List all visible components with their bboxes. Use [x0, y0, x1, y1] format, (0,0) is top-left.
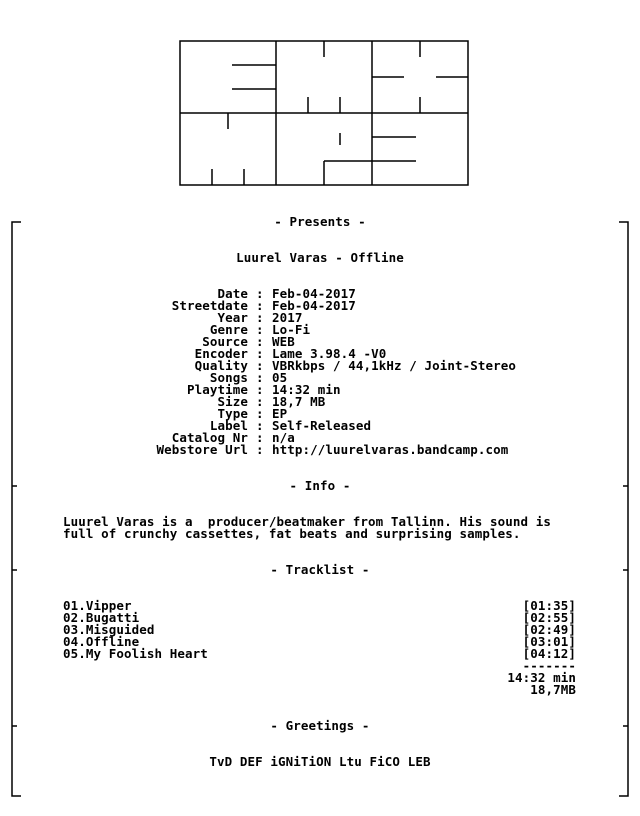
detail-value: n/a — [272, 430, 295, 445]
track-name: 02.Bugatti — [63, 610, 140, 625]
track-time: [02:55] — [522, 610, 576, 625]
track-time: [01:35] — [522, 598, 576, 613]
detail-separator: : — [256, 442, 264, 457]
track-name: 04.Offline — [63, 634, 140, 649]
detail-value: 18,7 MB — [272, 394, 326, 409]
detail-value: Feb-04-2017 — [272, 286, 356, 301]
detail-separator: : — [256, 406, 264, 421]
tracklist-total-playtime: 14:32 min — [507, 670, 576, 685]
section-presents: - Presents - — [274, 214, 366, 229]
detail-separator: : — [256, 286, 264, 301]
detail-label: Streetdate — [171, 298, 248, 313]
tracklist-total-rule: ------- — [522, 658, 576, 673]
track-time: [04:12] — [522, 646, 576, 661]
greetings-text: TvD DEF iGNiTiON Ltu FiCO LEB — [209, 754, 431, 769]
detail-label: Playtime — [186, 382, 248, 397]
detail-separator: : — [256, 322, 264, 337]
detail-separator: : — [256, 382, 264, 397]
section-greetings: - Greetings - — [270, 718, 370, 733]
track-time: [03:01] — [522, 634, 576, 649]
detail-value: Feb-04-2017 — [272, 298, 356, 313]
detail-label: Label — [209, 418, 248, 433]
detail-separator: : — [256, 346, 264, 361]
track-name: 01.Vipper — [63, 598, 132, 613]
detail-value: Lame 3.98.4 -V0 — [272, 346, 387, 361]
detail-label: Catalog Nr — [171, 430, 248, 445]
detail-separator: : — [256, 394, 264, 409]
detail-value: 14:32 min — [272, 382, 341, 397]
section-info: - Info - — [289, 478, 351, 493]
detail-separator: : — [256, 334, 264, 349]
detail-value: Lo-Fi — [272, 322, 311, 337]
track-name: 03.Misguided — [63, 622, 155, 637]
detail-value: http://luurelvaras.bandcamp.com — [272, 442, 509, 457]
detail-value: 2017 — [272, 310, 303, 325]
detail-label: Date — [217, 286, 248, 301]
track-time: [02:49] — [522, 622, 576, 637]
detail-separator: : — [256, 418, 264, 433]
detail-label: Webstore Url — [156, 442, 248, 457]
detail-label: Genre — [209, 322, 248, 337]
detail-label: Source — [202, 334, 248, 349]
detail-value: Self-Released — [272, 418, 372, 433]
section-tracklist: - Tracklist - — [270, 562, 370, 577]
detail-label: Type — [217, 406, 248, 421]
detail-label: Year — [217, 310, 248, 325]
info-line-1: Luurel Varas is a producer/beatmaker from Tallinn. His sound is — [63, 514, 552, 529]
track-name: 05.My Foolish Heart — [63, 646, 208, 661]
detail-separator: : — [256, 430, 264, 445]
emx-mp3-logo — [179, 40, 471, 188]
detail-label: Size — [217, 394, 248, 409]
detail-separator: : — [256, 358, 264, 373]
detail-value: VBRkbps / 44,1kHz / Joint-Stereo — [272, 358, 517, 373]
detail-separator: : — [256, 310, 264, 325]
info-line-2: full of crunchy cassettes, fat beats and surprising samples. — [63, 526, 521, 541]
detail-value: EP — [272, 406, 288, 421]
detail-value: WEB — [272, 334, 295, 349]
detail-label: Encoder — [194, 346, 248, 361]
detail-separator: : — [256, 370, 264, 385]
detail-separator: : — [256, 298, 264, 313]
release-title: Luurel Varas - Offline — [236, 250, 404, 265]
detail-label: Songs — [209, 370, 248, 385]
detail-value: 05 — [272, 370, 288, 385]
tracklist-total-size: 18,7MB — [530, 682, 576, 697]
detail-label: Quality — [194, 358, 248, 373]
